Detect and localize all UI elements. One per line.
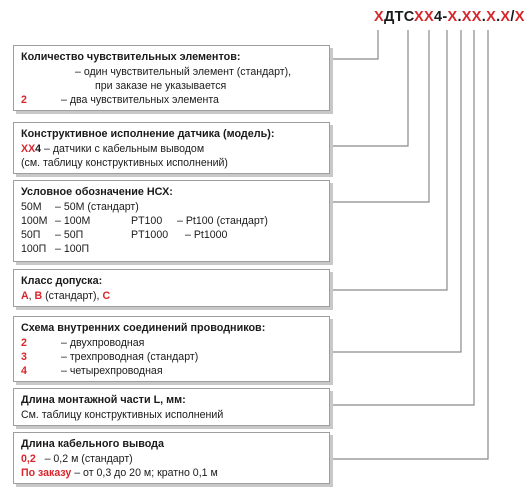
connector-b3 [330,30,429,202]
option-desc: – 50М (стандарт) [55,201,139,213]
option-key: ХХ [21,143,36,155]
code-class-wiring: ХХ [461,9,482,25]
box-tolerance-class [13,269,330,307]
option-desc: – четырехпроводная [61,365,163,377]
box-title: Количество чувствительных элементов: [21,51,241,63]
option-key: 0,2 [21,453,36,465]
text-line: при заказе не указывается [95,80,227,92]
code-nsx: Х [447,9,458,25]
box-wiring [13,316,330,382]
code-extra: Х [500,9,511,25]
box-model [13,122,330,174]
connector-b1 [330,30,378,59]
box-sensor-count [13,45,330,111]
box-title: Схема внутренних соединений проводников: [21,322,266,334]
option-desc: – от 0,3 до 20 м; кратно 0,1 м [71,467,218,479]
box-title: Условное обозначение НСХ: [21,186,173,198]
code-suffix: 4- [433,9,448,25]
text-line: См. таблицу конструктивных исполнений [21,409,224,421]
option-key: 50М [21,201,42,213]
connector-b5 [330,30,461,352]
option-key: 100П [21,243,47,255]
option-key: 3 [21,351,27,363]
option-key: 50П [21,229,41,241]
code-dot: . [496,9,501,25]
option-key: По заказу [21,467,72,479]
code-prefix: ДТС [383,9,414,25]
option-key: PT100 [131,215,163,227]
option-desc: – двухпроводная [61,337,145,349]
option-key: A [21,290,29,302]
code-model: ХХ [414,9,434,25]
box-nsx [13,180,330,262]
code-dot: . [457,9,462,25]
option-desc: – 50П [55,229,84,241]
option-key: B [34,290,43,302]
option-desc: (стандарт), [42,290,103,302]
option-key: 100М [21,215,48,227]
code-length: Х [486,9,497,25]
connector-b2 [330,30,408,146]
code-cable: Х [514,9,525,25]
option-key: C [102,290,111,302]
option-desc: – два чувствительных элемента [61,94,219,106]
box-title: Конструктивное исполнение датчика (модель): [21,128,275,140]
text-line: – один чувствительный элемент (стандарт), [75,66,292,78]
option-desc: – 100М [55,215,91,227]
text-line: (см. таблицу конструктивных исполнений) [21,157,228,169]
code-slash: / [510,9,515,25]
box-cable-length [13,432,330,484]
option-key: PT1000 [131,229,169,241]
code-sensor-count: Х [374,9,384,25]
box-title: Длина кабельного вывода [21,438,165,450]
option-key: 4 [21,365,27,377]
option-desc: – трехпроводная (стандарт) [61,351,199,363]
option-key: 2 [21,337,27,349]
connector-b6 [330,30,474,405]
order-code [374,9,525,25]
option-key-suffix: 4 [35,143,42,155]
option-key: 2 [21,94,27,106]
option-desc: – датчики с кабельным выводом [41,143,205,155]
option-desc: – Pt1000 [185,229,228,241]
box-mount-length [13,388,330,426]
separator: , [28,290,35,302]
option-desc: – Pt100 (стандарт) [177,215,268,227]
code-dot: . [481,9,487,25]
option-desc: – 0,2 м (стандарт) [35,453,133,465]
box-title: Класс допуска: [21,275,103,287]
option-desc: – 100П [55,243,90,255]
box-title: Длина монтажной части L, мм: [21,394,186,406]
connector-b7 [330,30,488,459]
